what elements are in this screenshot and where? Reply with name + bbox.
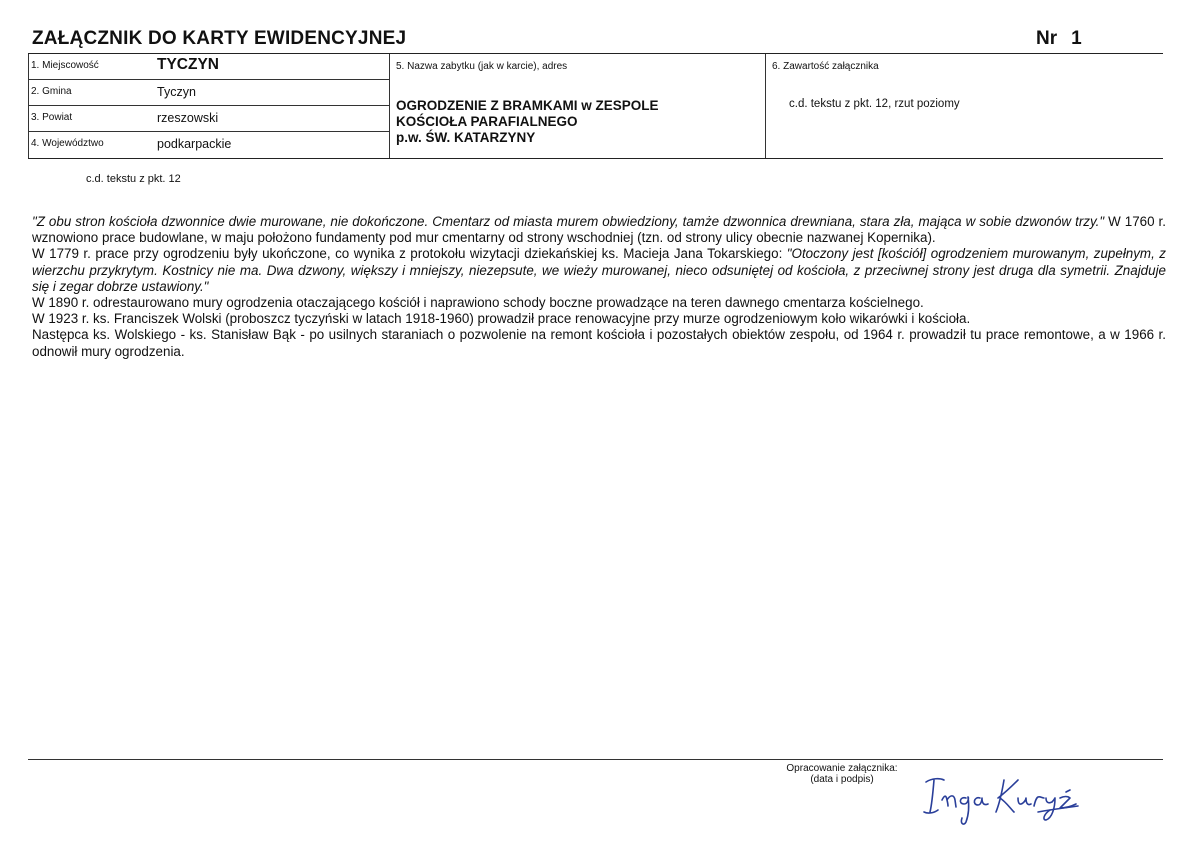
- attachment-content-cell: [766, 54, 1163, 158]
- monument-name-label: 5. Nazwa zabytku (jak w karcie), adres: [396, 61, 568, 72]
- monument-name-line: OGRODZENIE Z BRAMKAMI w ZESPOLE: [396, 98, 659, 113]
- field-row-commune: [29, 80, 389, 106]
- monument-name-cell: [390, 54, 766, 158]
- quote: "Z obu stron kościoła dzwonnice dwie murowane, nie dokończone. Cmentarz od miasta murem obwiedziony, tamże dzwonnica drewniana, stara zła, mająca w sobie dzwonów trzy.": [32, 214, 1105, 229]
- nr-value: 1: [1071, 28, 1082, 49]
- paragraph: W 1890 r. odrestaurowano mury ogrodzenia otaczającego kościół i naprawiono schody boczne prowadzące na teren dawnego cmentarza kościelnego.: [32, 295, 924, 311]
- page-title: ZAŁĄCZNIK DO KARTY EWIDENCYJNEJ: [32, 28, 407, 49]
- attachment-content-label: 6. Zawartość załącznika: [772, 61, 879, 72]
- record-form: [28, 53, 1163, 159]
- footer-divider: [28, 759, 1163, 760]
- field-value: podkarpackie: [157, 137, 232, 151]
- paragraph: W 1923 r. ks. Franciszek Wolski (proboszcz tyczyński w latach 1918-1960) prowadził prace renowacyjne przy murze ogrodzeniowym koło wikarówki i kościoła.: [32, 311, 971, 327]
- field-row-locality: [29, 54, 389, 80]
- field-label: 4. Województwo: [31, 138, 104, 149]
- field-value: rzeszowski: [157, 111, 219, 125]
- monument-name: [396, 98, 756, 146]
- paragraph-text: W 1760 r. wznowiono prace budowlane, w maju położono fundamenty pod mur cmentarny od strony wschodniej (tzn. od strony ulicy obecnie nazwanej Kopernika).: [32, 214, 1167, 246]
- field-row-district: [29, 106, 389, 132]
- field-label: 2. Gmina: [31, 86, 72, 97]
- attachment-content-value: c.d. tekstu z pkt. 12, rzut poziomy: [789, 98, 960, 110]
- footer-label: [776, 763, 908, 785]
- body-text: [32, 214, 1166, 360]
- field-label: 3. Powiat: [31, 112, 73, 123]
- paragraph: [32, 246, 1166, 295]
- monument-name-line: p.w. ŚW. KATARZYNY: [396, 130, 536, 145]
- paragraph: [32, 214, 1166, 246]
- quote: "Otoczony jest [kościół] ogrodzeniem murowanym, zupełnym, z wierzchu przykrytym. Kostnicy nie ma. Dwa dzwony, większy i mniejszy, niezepsute, we wieży murowanej, nieco odsuniętej od kościoła, z przeciwnej strony jest druga dla symetrii. Znajduje się i zegar dobrze ustawiony.": [32, 246, 1166, 294]
- field-label: 1. Miejscowość: [31, 60, 99, 71]
- location-fields: [28, 54, 390, 158]
- paragraph-text: W 1779 r. prace przy ogrodzeniu były ukończone, co wynika z protokołu wizytacji dziekańskiej ks. Macieja Jana Tokarskiego:: [32, 246, 787, 262]
- field-value: TYCZYN: [157, 56, 219, 73]
- field-value: Tyczyn: [157, 85, 196, 99]
- monument-name-line: KOŚCIOŁA PARAFIALNEGO: [396, 114, 578, 129]
- nr-label: Nr: [1036, 28, 1058, 49]
- footer-label-line: Opracowanie załącznika:: [786, 763, 898, 774]
- field-row-voivodeship: [29, 132, 389, 156]
- attachment-number: [1036, 28, 1082, 50]
- paragraph: Następca ks. Wolskiego - ks. Stanisław Bąk - po usilnych staraniach o pozwolenie na remont kościoła i pozostałych obiektów zespołu, od 1964 r. prowadził tu prace remontowe, a w 1966 r. odnowił mury ogrodzenia.: [32, 327, 1166, 359]
- footer-label-line: (data i podpis): [810, 774, 874, 785]
- continuation-label: c.d. tekstu z pkt. 12: [86, 173, 181, 185]
- signature: [918, 770, 1098, 830]
